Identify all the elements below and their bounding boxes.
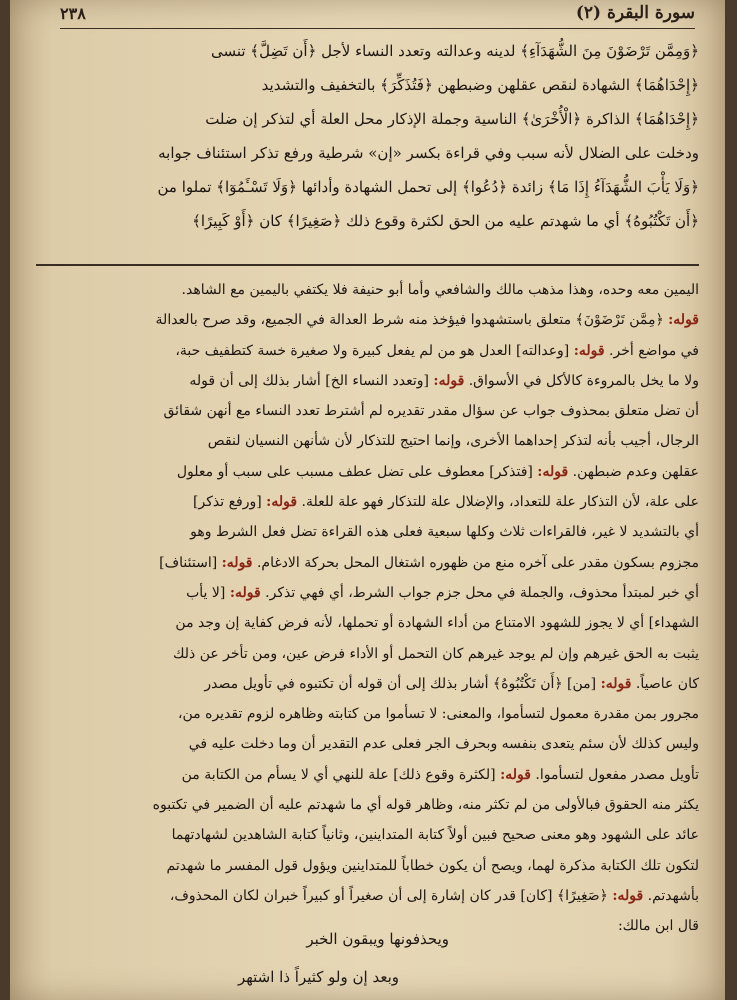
commentary-line: على علة، لأن التذكار علة للتعداد، والإضلال علة للتذكار فهو علة للعلة. قوله: [ورفع تذكر]	[193, 494, 699, 511]
main-line: ﴿إِحْدَاهُمَا﴾ الذاكرة ﴿الْأُخْرَىٰ﴾ الناسية وجملة الإذكار محل العلة أي لتذكر إن ضلت	[205, 110, 699, 128]
commentary-line: لتكون تلك الكتابة مذكرة لهما، ويصح أن يكون خطاباً للمتداينين ويؤول قول المفسر ما شهدتم	[166, 857, 699, 874]
commentary-line: قوله: ﴿مِمَّن تَرْضَوْنَ﴾ متعلق باستشهدوا فيؤخذ منه شرط العدالة في الجميع، وقد صرح بالعدالة	[155, 312, 699, 329]
poetry-verse	[36, 930, 699, 1000]
qawluhu-marker: قوله:	[229, 584, 261, 601]
commentary-line: يكثر منه الحقوق فبالأولى من لم تكثر منه، وظاهر قوله أي ما شهدتم عليه أن الضمير في تكتبوه	[152, 797, 699, 814]
commentary-line: الشهداء] أي لا يجوز للشهود الامتناع من أداء الشهادة أو تحملها، لأنه فرض كفاية إن وجد من	[175, 615, 699, 632]
commentary-line: الرجال، أجيب بأنه لتذكر إحداهما الأخرى، وإنما احتيج للتذكار لأن شأنهن النسيان لنقص	[207, 433, 699, 450]
commentary-line: في مواضع أخر. قوله: [وعدالته] العدل هو من لم يفعل كبيرة ولا صغيرة خسة كتطفيف حبة،	[175, 342, 699, 359]
commentary-line: عقلهن وعدم ضبطهن. قوله: [فتذكر] معطوف على تضل عطف مسبب على سبب أو معلول	[176, 463, 699, 480]
commentary-line: قال ابن مالك:	[617, 918, 699, 935]
commentary-text	[36, 275, 699, 942]
commentary-line: كان عاصياً. قوله: [من] ﴿أَن تَكْتُبُوهُ﴾ أشار بذلك إلى أن قوله أن تكتبوه في تأويل مصدر	[204, 675, 699, 692]
commentary-line: وليس كذلك لأن سئم يتعدى بنفسه وبحرف الجر فعلى عدم التقدير أن وما دخلت عليه في	[188, 736, 699, 753]
qawluhu-marker: قوله:	[668, 312, 699, 329]
commentary-line: عائد على الشهود وهو معنى صحيح فبين أولاً كتابة المتداينين، وثانياً كتابة الشاهدين لشهادتهما	[171, 827, 699, 844]
qawluhu-marker: قوله:	[600, 675, 632, 692]
commentary-line: أن تضل متعلق بمحذوف جواب عن سؤال مقدر تقديره لم أشترط تعدد النساء مع أنهن شقائق	[163, 403, 699, 420]
commentary-line: اليمين معه وحده، وهذا مذهب مالك والشافعي وأما أبو حنيفة فلا يكتفي باليمين مع الشاهد.	[181, 282, 699, 298]
commentary-line: أي بالتشديد لا غير، فالقراءات ثلاث وكلها سبعية فعلى هذه القراءة تضل فعل الشرط وهو	[190, 524, 699, 541]
qawluhu-marker: قوله:	[266, 494, 298, 511]
section-divider	[36, 264, 699, 266]
commentary-line: تأويل مصدر مفعول لتسأموا. قوله: [لكثرة وقوع ذلك] علة للنهي أي لا يسأم من الكتابة من	[181, 766, 699, 783]
main-line: ﴿وَمِمَّن تَرْضَوْنَ مِنَ الشُّهَدَآءِ﴾ لدينه وعدالته وتعدد النساء لأجل ﴿أَن تَضِلَّ﴾ تنسى	[210, 42, 699, 60]
main-line: ﴿إِحْدَاهُمَا﴾ الشهادة لنقص عقلهن وضبطهن ﴿فَتُذَكِّرَ﴾ بالتخفيف والتشديد	[261, 76, 699, 94]
header-divider	[60, 28, 695, 29]
qawluhu-marker: قوله:	[573, 342, 605, 359]
main-line: ودخلت على الضلال لأنه سبب وفي قراءة بكسر «إن» شرطية ورفع تذكر استئناف جوابه	[158, 144, 699, 162]
qawluhu-marker: قوله:	[537, 463, 569, 480]
book-page	[10, 0, 725, 1000]
commentary-line: مجزوم بسكون مقدر على آخره منع من ظهوره اشتغال المحل بحركة الادغام. قوله: [استئناف]	[159, 554, 699, 571]
verse-first-hemistich: ويحذفونها ويبقون الخبر	[306, 930, 449, 948]
main-line: ﴿أَن تَكْتُبُوهُ﴾ أي ما شهدتم عليه من الحق لكثرة وقوع ذلك ﴿صَغِيرًا﴾ كان ﴿أَوْ كَبِيرًا﴾	[192, 212, 699, 230]
commentary-line: ولا ما يخل بالمروءة كالأكل في الأسواق. قوله: [وتعدد النساء الخ] أشار بذلك إلى أن قوله	[189, 372, 699, 389]
verse-second-hemistich: وبعد إن ولو كثيراً ذا اشتهر	[237, 968, 399, 986]
commentary-line: يثبت به الحق غيرهم وإن لم يوجد غيرهم كان التحمل أو الأداء فرض عين، ومن تأخر عن ذلك	[172, 645, 699, 662]
main-line: ﴿وَلَا يَأْبَ الشُّهَدَآءُ إِذَا مَا﴾ زائدة ﴿دُعُوا﴾ إلى تحمل الشهادة وأدائها ﴿وَلَا تَسْـَٔمُوٓا﴾ تملوا من	[157, 178, 699, 196]
qawluhu-marker: قوله:	[433, 372, 465, 389]
surah-title: (٢) سورة البقرة	[575, 3, 695, 23]
commentary-line: بأشهدتم. قوله: ﴿صَغِيرًا﴾ [كان] قدر كان إشارة إلى أن صغيراً أو كبيراً خبران لكان المحذوف،	[169, 887, 699, 904]
commentary-line: أي خبر لمبتدأ محذوف، والجملة في محل جزم جواب الشرط، أي فهي تذكر. قوله: [لا يأب	[186, 584, 699, 601]
page-header	[60, 0, 695, 26]
qawluhu-marker: قوله:	[221, 554, 253, 571]
commentary-line: مجرور بمن مقدرة معمول لتسأموا، والمعنى: لا تسأموا من كتابته وظاهره لزوم تقديره من،	[177, 706, 699, 723]
page-number: ٢٣٨	[60, 3, 86, 23]
qawluhu-marker: قوله:	[500, 766, 531, 783]
tafsir-main-text	[40, 34, 699, 238]
qawluhu-marker: قوله:	[612, 887, 644, 904]
